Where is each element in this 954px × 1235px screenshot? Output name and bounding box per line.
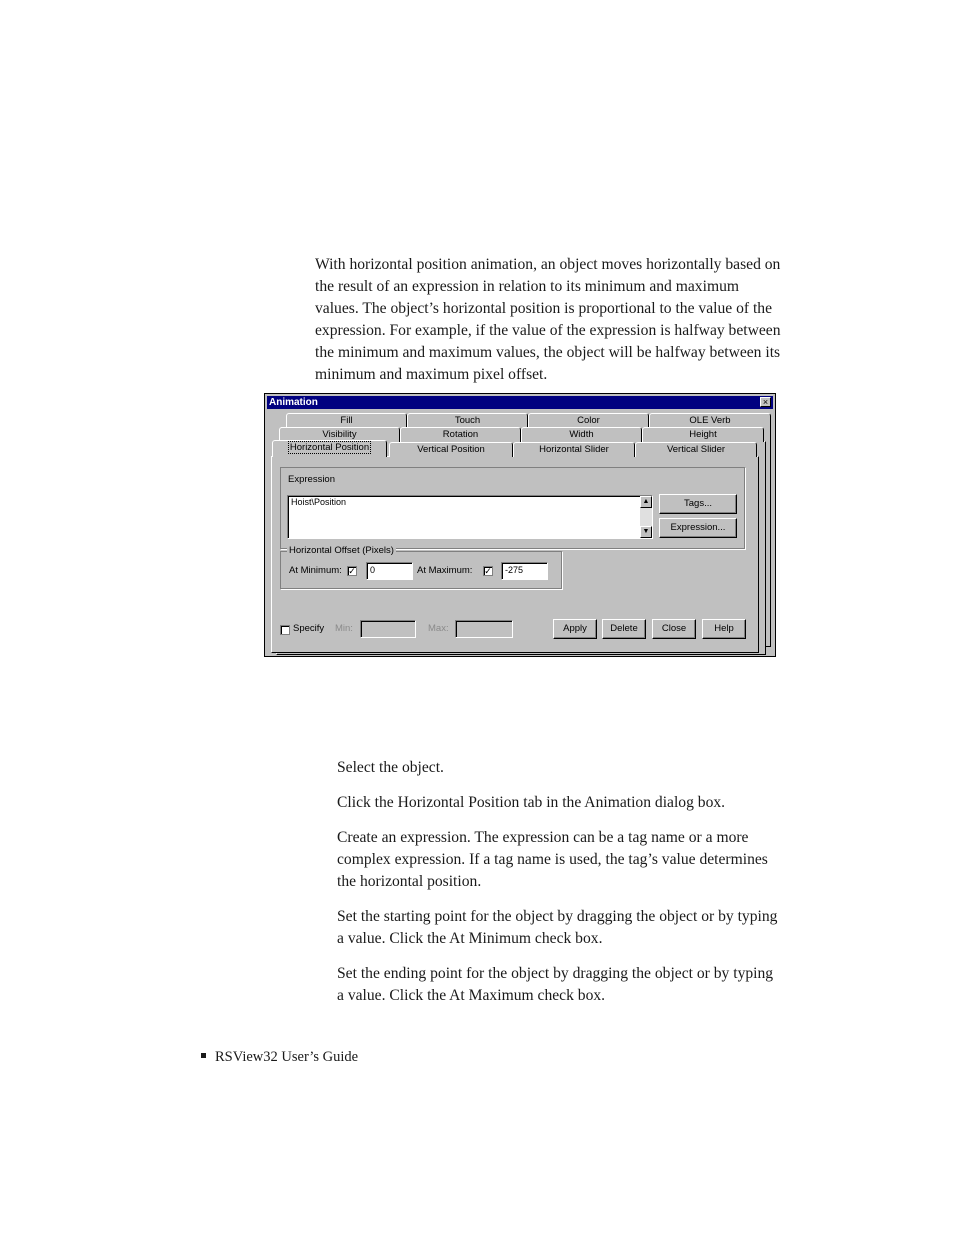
apply-button[interactable]: Apply bbox=[553, 619, 597, 639]
min-input bbox=[360, 620, 416, 638]
tab-horizontal-position-label: Horizontal Position bbox=[289, 442, 370, 453]
at-maximum-label: At Maximum: bbox=[417, 565, 473, 576]
at-minimum-input[interactable]: 0 bbox=[366, 562, 413, 580]
at-maximum-input[interactable]: -275 bbox=[501, 562, 548, 580]
at-minimum-checkbox[interactable]: ✓ bbox=[348, 566, 356, 576]
step-3: Create an expression. The expression can be a tag name or a more complex expression. If a tag name is used, the tag’s value determines the horizontal position. bbox=[337, 829, 768, 890]
tab-vertical-slider[interactable]: Vertical Slider bbox=[635, 442, 757, 457]
page-footer bbox=[201, 1047, 358, 1067]
tab-horizontal-position[interactable] bbox=[272, 440, 387, 457]
tab-color[interactable]: Color bbox=[528, 413, 649, 428]
step-2: Click the Horizontal Position tab in the Animation dialog box. bbox=[337, 794, 726, 811]
tab-horizontal-slider[interactable]: Horizontal Slider bbox=[513, 442, 635, 457]
horizontal-offset-title: Horizontal Offset (Pixels) bbox=[289, 545, 394, 556]
min-label: Min: bbox=[335, 623, 353, 634]
delete-button[interactable]: Delete bbox=[602, 619, 646, 639]
tab-ole-verb[interactable]: OLE Verb bbox=[649, 413, 771, 428]
step-1: Select the object. bbox=[337, 759, 444, 776]
tab-height[interactable]: Height bbox=[642, 427, 764, 442]
tab-fill[interactable]: Fill bbox=[286, 413, 407, 428]
specify-label: Specify bbox=[293, 623, 325, 634]
at-minimum-label: At Minimum: bbox=[289, 565, 342, 576]
help-button[interactable]: Help bbox=[702, 619, 746, 639]
expression-input[interactable]: Hoist\Position bbox=[287, 495, 653, 539]
intro-paragraph: With horizontal position animation, an object moves horizontally based on the result of an expression in relation to its minimum and maximum values. The object’s horizontal position is proportional to the value of the expression. For example, if the value of the expression is halfway between the minimum and maximum values, the object will be halfway between its minimum and maximum pixel offset. bbox=[315, 255, 781, 383]
step-5: Set the ending point for the object by dragging the object or by typing a value. Click the At Maximum check box. bbox=[337, 965, 774, 1004]
max-input bbox=[455, 620, 513, 638]
tab-vertical-position[interactable]: Vertical Position bbox=[389, 442, 513, 457]
scroll-down-icon[interactable]: ▼ bbox=[640, 526, 652, 538]
expression-scrollbar[interactable] bbox=[640, 496, 652, 538]
close-icon[interactable]: × bbox=[760, 397, 771, 407]
max-label: Max: bbox=[428, 623, 449, 634]
footer-bullet-icon bbox=[201, 1053, 206, 1058]
tab-touch[interactable]: Touch bbox=[407, 413, 528, 428]
tab-visibility[interactable]: Visibility bbox=[279, 427, 400, 442]
expression-button[interactable]: Expression... bbox=[659, 518, 737, 538]
footer-text: RSView32 User’s Guide bbox=[215, 1049, 359, 1065]
scroll-up-icon[interactable]: ▲ bbox=[640, 496, 652, 508]
close-button[interactable]: Close bbox=[652, 619, 696, 639]
expression-label: Expression bbox=[288, 474, 335, 485]
animation-dialog bbox=[264, 393, 776, 657]
at-maximum-checkbox[interactable]: ✓ bbox=[484, 566, 492, 576]
specify-checkbox[interactable] bbox=[280, 625, 290, 635]
tab-width[interactable]: Width bbox=[521, 427, 642, 442]
tab-rotation[interactable]: Rotation bbox=[400, 427, 521, 442]
procedure-steps bbox=[337, 757, 782, 1020]
dialog-titlebar bbox=[267, 396, 773, 409]
dialog-title: Animation bbox=[269, 397, 318, 408]
tags-button[interactable]: Tags... bbox=[659, 494, 737, 514]
step-4: Set the starting point for the object by dragging the object or by typing a value. Click the At Minimum check box. bbox=[337, 908, 778, 947]
